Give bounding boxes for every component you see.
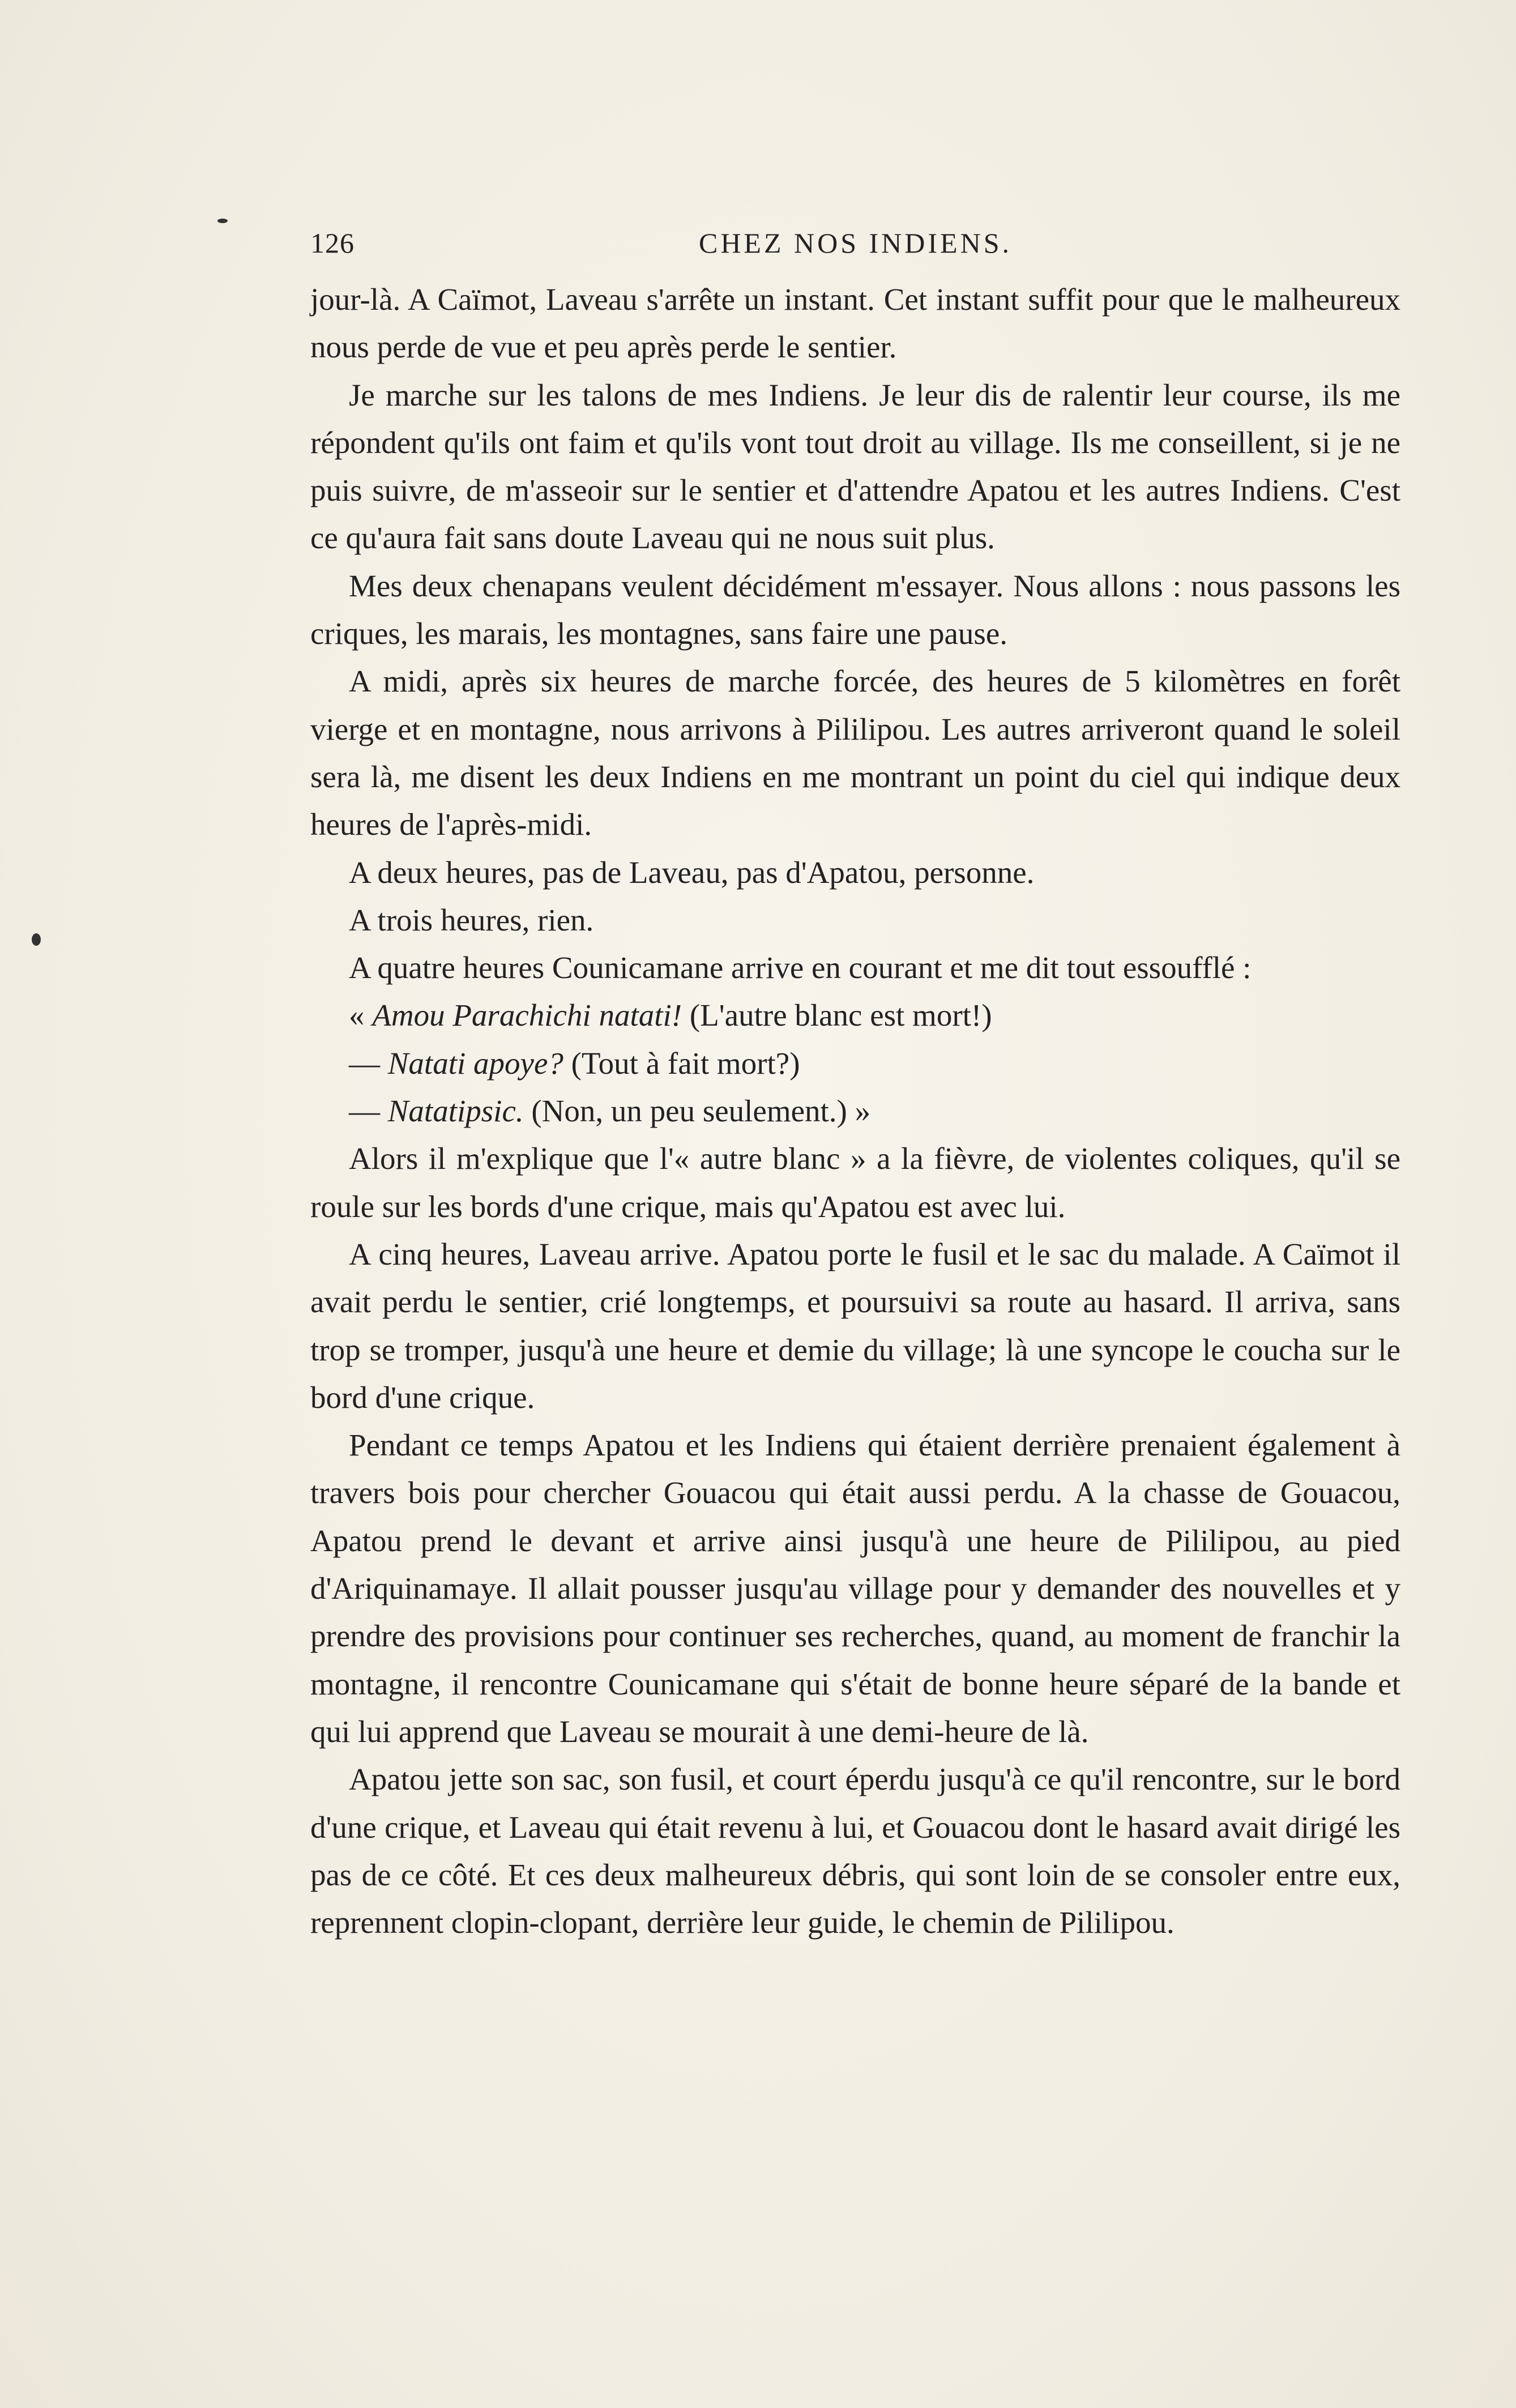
native-speech: Natati apoye? xyxy=(387,1045,563,1081)
dialogue-line xyxy=(310,1040,1400,1087)
ink-speck xyxy=(217,219,228,223)
paragraph: A trois heures, rien. xyxy=(349,902,594,937)
translation: (Non, un peu seulement.) » xyxy=(523,1094,871,1129)
translation: (L'autre blanc est mort!) xyxy=(682,998,992,1033)
dialogue-open: « xyxy=(349,998,373,1033)
native-speech: Natatipsic. xyxy=(387,1094,524,1129)
native-speech: Amou Parachichi natati! xyxy=(372,998,682,1033)
dialogue-open: — xyxy=(349,1094,388,1129)
paragraph: A deux heures, pas de Laveau, pas d'Apatou, personne. xyxy=(349,855,1035,890)
body-text xyxy=(310,276,1400,1946)
paragraph: Pendant ce temps Apatou et les Indiens qui étaient derrière prenaient également à travers bois pour chercher Gouacou qui était aussi perdu. A la chasse de Gouacou, Apatou prend le devant et arrive ainsi jusqu'à une heure de Pililipou, au pied d'Ariquinamaye. Il allait pousser jusqu'au village pour y demander des nouvelles et y prendre des provisions pour continuer ses recherches, quand, au moment de franchir la montagne, il rencontre Counicamane qui s'était de bonne heure séparé de la bande et qui lui apprend que Laveau se mourait à une demi-heure de là. xyxy=(310,1428,1400,1749)
paragraph: Alors il m'explique que l'« autre blanc » a la fièvre, de violentes coliques, qu'il se roule sur les bords d'une crique, mais qu'Apatou est avec lui. xyxy=(310,1141,1400,1224)
paragraph: A midi, après six heures de marche forcée, des heures de 5 kilomètres en forêt vierge et en montagne, nous arrivons à Pililipou. Les autres arriveront quand le soleil sera là, me disent les deux Indiens en me montrant un point du ciel qui indique deux heures de l'après-midi. xyxy=(310,664,1400,842)
paragraph: Je marche sur les talons de mes Indiens. Je leur dis de ralentir leur course, ils me répondent qu'ils ont faim et qu'ils vont tout droit au village. Ils me conseillent, si je ne puis suivre, de m'asseoir sur le sentier et d'attendre Apatou et les autres Indiens. C'est ce qu'aura fait sans doute Laveau qui ne nous suit plus. xyxy=(310,377,1400,556)
page-number: 126 xyxy=(310,227,355,259)
translation: (Tout à fait mort?) xyxy=(563,1045,800,1081)
paragraph: A quatre heures Counicamane arrive en courant et me dit tout essoufflé : xyxy=(349,950,1252,985)
running-title: CHEZ NOS INDIENS. xyxy=(698,227,1013,259)
paragraph: jour-là. A Caïmot, Laveau s'arrête un instant. Cet instant suffit pour que le malheureux nous perde de vue et peu après perde le sentier. xyxy=(310,282,1400,365)
ink-speck xyxy=(32,933,41,946)
running-header xyxy=(310,227,1400,266)
paragraph: Apatou jette son sac, son fusil, et court éperdu jusqu'à ce qu'il rencontre, sur le bord d'une crique, et Laveau qui était revenu à lui, et Gouacou dont le hasard avait dirigé les pas de ce côté. Et ces deux malheureux débris, qui sont loin de se consoler entre eux, reprennent clopin-clopant, derrière leur guide, le chemin de Pililipou. xyxy=(310,1762,1400,1940)
dialogue-line xyxy=(310,1087,1400,1135)
paragraph: Mes deux chenapans veulent décidément m'essayer. Nous allons : nous passons les criques, les marais, les montagnes, sans faire une pause. xyxy=(310,568,1400,651)
paragraph: A cinq heures, Laveau arrive. Apatou porte le fusil et le sac du malade. A Caïmot il avait perdu le sentier, crié longtemps, et poursuivi sa route au hasard. Il arriva, sans trop se tromper, jusqu'à une heure et demie du village; là une syncope le coucha sur le bord d'une crique. xyxy=(310,1236,1400,1415)
dialogue-open: — xyxy=(349,1045,388,1081)
dialogue-line xyxy=(310,992,1400,1039)
